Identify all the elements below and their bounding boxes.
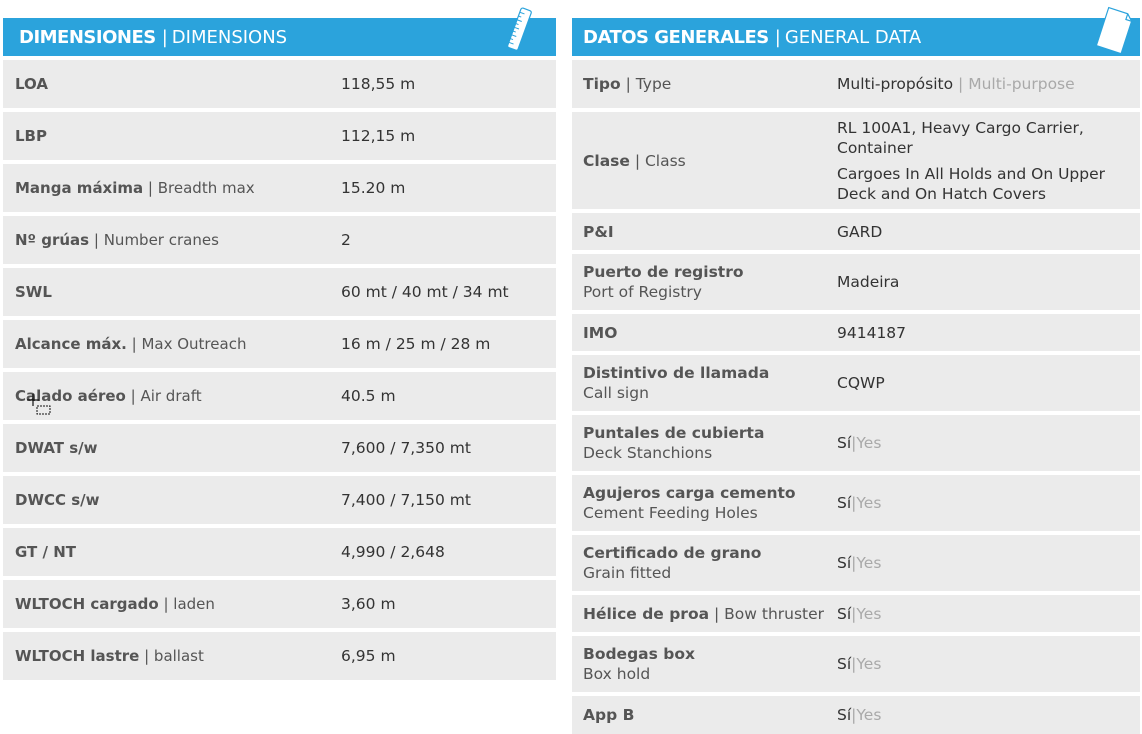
row-value: 9414187	[837, 323, 907, 342]
label-thin: | Air draft	[130, 387, 202, 405]
label-bold: GT / NT	[15, 543, 76, 561]
value-es: Sí	[837, 554, 852, 572]
general-row-bow-thruster	[572, 595, 1140, 632]
row-label	[15, 594, 215, 614]
row-value: 7,600 / 7,350 mt	[341, 439, 471, 457]
row-value: Madeira	[837, 273, 900, 291]
value-es: Sí	[837, 655, 852, 673]
row-label	[15, 74, 48, 94]
row-label	[583, 323, 617, 343]
label-thin: | Breadth max	[147, 179, 255, 197]
value-es: Sí	[837, 494, 852, 512]
label-sub: Call sign	[583, 384, 649, 402]
row-label	[583, 222, 614, 242]
label-thin: | ballast	[144, 647, 204, 665]
value-es: Sí	[837, 434, 852, 452]
row-value: 16 m / 25 m / 28 m	[341, 335, 491, 353]
dimensions-row	[3, 320, 556, 368]
row-value	[837, 118, 1127, 204]
dimensions-table	[3, 60, 556, 680]
label-bold: Nº grúas	[15, 231, 90, 249]
row-value: CQWP	[837, 374, 885, 392]
label-bold: Hélice de proa	[583, 604, 710, 623]
general-title: DATOS GENERALES	[583, 26, 769, 48]
label-bold: Tipo	[583, 75, 621, 93]
row-value: GARD	[837, 222, 883, 241]
general-row-stanchions	[572, 415, 1140, 471]
label-thin: | laden	[163, 595, 215, 613]
row-value: 40.5 m	[341, 387, 396, 405]
row-label	[15, 282, 52, 302]
dimensions-row	[3, 372, 556, 420]
label-bold: Clase	[583, 151, 630, 170]
value-translation: Multi-purpose	[968, 75, 1075, 93]
label-bold: SWL	[15, 283, 52, 301]
row-value	[837, 653, 881, 675]
general-row-appb	[572, 696, 1140, 734]
row-value: 112,15 m	[341, 127, 416, 145]
label-bold: Manga máxima	[15, 179, 144, 197]
row-value: 4,990 / 2,648	[341, 543, 445, 561]
row-label	[583, 363, 769, 403]
label-bold: LOA	[15, 75, 48, 93]
row-label	[583, 151, 686, 171]
label-bold: P&I	[583, 222, 614, 241]
dimensions-subtitle: DIMENSIONS	[171, 26, 288, 48]
value-separator: |	[851, 604, 857, 623]
general-row-class	[572, 112, 1140, 209]
general-header	[572, 18, 1140, 56]
value-separator: |	[851, 706, 857, 724]
label-bold: LBP	[15, 127, 47, 145]
dimensions-title: DIMENSIONES	[19, 26, 156, 48]
row-value: 15.20 m	[341, 179, 406, 197]
row-value: 60 mt / 40 mt / 34 mt	[341, 283, 509, 301]
label-sub: Deck Stanchions	[583, 444, 713, 462]
value-es: Sí	[837, 706, 852, 724]
value-en: Yes	[856, 494, 882, 512]
label-sub: Box hold	[583, 665, 651, 683]
value-en: Yes	[856, 655, 882, 673]
general-row-grain	[572, 535, 1140, 591]
row-label	[15, 334, 246, 354]
general-row-type	[572, 60, 1140, 108]
title-separator: |	[161, 26, 168, 48]
general-row-cement	[572, 475, 1140, 531]
row-label	[583, 644, 695, 684]
general-row-imo	[572, 314, 1140, 351]
label-bold: IMO	[583, 323, 618, 342]
label-bold: Agujeros carga cemento	[583, 484, 796, 502]
value-en: Yes	[856, 554, 882, 572]
dimensions-row	[3, 476, 556, 524]
label-bold: DWCC s/w	[15, 491, 100, 509]
row-label	[583, 74, 671, 94]
value-separator: |	[851, 494, 857, 512]
label-bold: Calado aéreo	[15, 387, 126, 405]
general-row-registry	[572, 254, 1140, 310]
dimensions-row	[3, 580, 556, 628]
row-value: 6,95 m	[341, 647, 396, 665]
value-en: Yes	[856, 604, 882, 623]
row-value	[837, 704, 881, 726]
label-bold: WLTOCH lastre	[15, 647, 140, 665]
dimensions-header	[3, 18, 556, 56]
row-label	[15, 126, 47, 146]
row-label	[15, 386, 202, 406]
row-label	[583, 604, 824, 624]
row-label	[15, 438, 98, 458]
row-value	[837, 552, 881, 574]
label-bold: App B	[583, 706, 635, 724]
dimensions-row	[3, 216, 556, 264]
title-separator: |	[774, 26, 781, 48]
label-thin: | Type	[625, 75, 672, 93]
row-value: 118,55 m	[341, 75, 416, 93]
dimensions-row	[3, 60, 556, 108]
general-subtitle: GENERAL DATA	[784, 26, 922, 48]
general-row-callsign	[572, 355, 1140, 411]
ruler-icon	[506, 6, 532, 57]
row-label	[583, 483, 796, 523]
dimensions-row	[3, 632, 556, 680]
general-row-pi	[572, 213, 1140, 250]
value-separator: |	[851, 434, 857, 452]
dimensions-row	[3, 112, 556, 160]
row-value: 2	[341, 231, 351, 249]
label-sub: Cement Feeding Holes	[583, 504, 758, 522]
row-value	[837, 603, 881, 625]
general-data-panel	[572, 0, 1140, 734]
value-separator: |	[851, 554, 857, 572]
row-value: 7,400 / 7,150 mt	[341, 491, 471, 509]
label-bold: Alcance máx.	[15, 335, 127, 353]
label-bold: WLTOCH cargado	[15, 595, 159, 613]
row-label	[583, 705, 634, 725]
value-separator: |	[851, 655, 857, 673]
row-label	[583, 423, 764, 463]
value-line: Cargoes In All Holds and On Upper Deck and On Hatch Covers	[837, 164, 1106, 203]
dimensions-panel	[3, 0, 556, 680]
value-es: Sí	[837, 604, 852, 623]
label-bold: Bodegas box	[583, 645, 695, 663]
dimensions-row	[3, 268, 556, 316]
general-row-box-hold	[572, 636, 1140, 692]
row-label	[15, 542, 76, 562]
row-value: 3,60 m	[341, 595, 396, 613]
dimensions-row	[3, 528, 556, 576]
row-value	[837, 73, 1075, 95]
row-label	[15, 490, 100, 510]
row-value	[837, 432, 881, 454]
label-sub: Grain fitted	[583, 564, 672, 582]
value-en: Yes	[856, 706, 882, 724]
dimensions-row	[3, 424, 556, 472]
document-icon	[1088, 6, 1138, 59]
label-bold: DWAT s/w	[15, 439, 98, 457]
label-bold: Distintivo de llamada	[583, 364, 770, 382]
label-thin: | Max Outreach	[131, 335, 247, 353]
label-thin: | Number cranes	[93, 231, 219, 249]
label-sub: Port of Registry	[583, 283, 702, 301]
value-separator: |	[958, 75, 964, 93]
value-main: Multi-propósito	[837, 75, 954, 93]
row-label	[15, 178, 255, 198]
row-label	[583, 543, 761, 583]
label-bold: Puerto de registro	[583, 263, 744, 281]
value-en: Yes	[856, 434, 882, 452]
row-label	[583, 262, 744, 302]
row-label	[15, 646, 204, 666]
row-label	[15, 230, 219, 250]
row-value	[837, 492, 881, 514]
label-thin: | Bow thruster	[714, 604, 825, 623]
dimensions-row	[3, 164, 556, 212]
label-thin: | Class	[634, 151, 686, 170]
label-bold: Puntales de cubierta	[583, 424, 765, 442]
label-bold: Certificado de grano	[583, 544, 762, 562]
value-line: RL 100A1, Heavy Cargo Carrier, Container	[837, 118, 1084, 157]
